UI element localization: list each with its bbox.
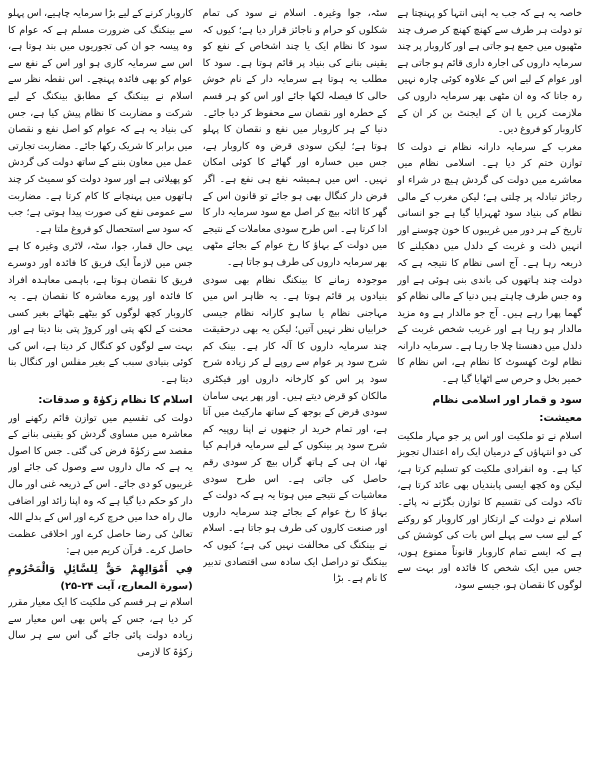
text-column xyxy=(8,6,193,756)
paragraph: مغرب کے سرمایہ دارانہ نظام نے دولت کا توازن ختم کر دیا ہے۔ اسلامی نظام میں معاشرے میں دولت کی گردش ہیچ در شراء او رجائز تبادلہ پر چلتی ہے؛ لیکن مغرب کے مالی نظام کی بنیاد سود ٹھہرایا گیا ہے جو انسانی تاریخ کے ہر دور میں غریبوں کا خون چوسنے اور انہیں ذلت و غربت کے دلدل میں دھکیلنے کا ذریعہ رہا ہے۔ آج اسی نظام کا نتیجہ ہے کہ دولت چند ہاتھوں کی باندی بنی ہوئی ہے اور وہ جس طرف چاہتے ہیں دنیا کے مالی نظام کو گھما پھرا رہے ہیں۔ آج جو مالدار ہے وہ مزید مالدار ہو رہا ہے اور غریب شخص غربت کے دلدل میں دھنستا چلا جا رہا ہے۔ سرمایہ دارانہ نظام لوٹ کھسوٹ کا نظام ہے، اس نظام کا خمیر بخل و حرص سے اٹھایا گیا ہے۔ xyxy=(397,141,582,386)
paragraph: سٹہ، جوا وغیرہ۔ اسلام نے سود کی تمام شکلوں کو حرام و ناجائز قرار دیا ہے؛ کیوں کہ سود کا نظام ایک یا چند اشخاص کے نفع کو یقینی بنانے کی بنیاد پر قائم ہوتا ہے۔ سود کا مطلب یہ ہوتا ہے سرمایہ دار کے نام خوش حالی کا فیصلہ لکھا جائے اور اس کو ہر قسم کے خطرہ اور نقصان سے محفوظ کر دیا جائے۔ دنیا کے ہر کاروبار میں نفع و نقصان کا پہلو ہوتا ہے؛ لیکن سودی قرض وہ کاروبار ہے، جس میں خسارہ اور گھاٹے کا کوئی امکان نہیں۔ اس میں ہمیشہ نفع ہی نفع ہے۔ اگر قرض دار کنگال بھی ہو جائے تو قانون اس کے گھر کا اثاثہ بیچ کر اصل مع سود سرمایہ دار کا ادا کرتا ہے۔ اس طرح سودی معاملات کے نتیجے میں دولت کے بہاؤ کا رخ عوام کے بجائے مٹھی بھر سرمایہ داروں کی طرف ہو جاتا ہے۔ xyxy=(202,8,388,268)
paragraph: دولت کی تقسیم میں توازن قائم رکھنے اور معاشرہ میں مساوی گردش کو یقینی بنانے کے مقصد سے زکوٰۃ فرض کی گئی۔ جس کا اصول یہ ہے کہ مال داروں سے وصول کی جائے اور غریبوں کو دی جائے۔ اس کے ذریعہ غنی اور مال دار کو حکم دیا گیا ہے کہ وہ اپنا زائد اور اضافی مال راہ خدا میں خرچ کرے اور اس کے بدلے اللہ تعالیٰ کی رضا حاصل کرے اور اخلاقی عظمت حاصل کرے۔ قرآن کریم میں ہے: xyxy=(7,412,193,557)
section-heading: سود و قمار اور اسلامی نظام معیشت: xyxy=(432,393,582,424)
paragraph: اسلام نے ہر قسم کی ملکیت کا ایک معیار مقرر کر دیا ہے، جس کے پاس بھی اس معیار سے زیادہ دولت پائی جائے گی اس سے ہر سال زکوٰۃ کا لازمی xyxy=(7,597,193,658)
paragraph: اسلام نے تو ملکیت اور اس پر جو مہار ملکیت کی دو انتہاؤں کے درمیان ایک راہ اعتدال تجویز کیا ہے۔ وہ انفرادی ملکیت کو تسلیم کرتا ہے، لیکن وہ کچھ ایسی پابندیاں بھی عائد کرتا ہے، تاکہ دولت کی تقسیم کا توازن بگڑنے نہ پائے۔ اسلام نے دولت کے ارتکاز اور کاروبار کو روکنے کے لیے سب سے پہلے اس بات کی کوشش کی ہے کہ ایسے تمام کاروبار قانوناً ممنوع ہوں، جس میں ایک شخص کا فائدہ اور بہت سے لوگوں کا نقصان ہو، جیسے سود، xyxy=(397,430,582,591)
paragraph: خاصہ یہ ہے کہ جب یہ اپنی انتہا کو پہنچتا ہے تو دولت ہر طرف سے کھنچ کھنچ کر صرف چند مٹھیوں میں جمع ہو جاتی ہے اور کاروبار پر چند سرمایہ داروں کی اجارہ داری قائم ہو جاتی ہے اور عوام کے لیے اس کے علاوہ کوئی چارہ نہیں رہ جاتا کہ وہ ان مٹھی بھر سرمایہ داروں کی ملازمت کریں یا ان کے ایجنٹ بن کر ان کے کاروبار کو فروغ دیں۔ xyxy=(397,8,582,136)
paragraph: موجودہ زمانے کا بینکنگ نظام بھی سودی بنیادوں پر قائم ہوتا ہے۔ یہ ظاہر اس میں مہاجنی نظام یا ساہو کارانہ نظام جیسی خرابیاں نظر نہیں آتیں؛ لیکن یہ بھی درحقیقت چند سرمایہ داروں کا آلہ کار ہے۔ بینک کم شرح سود پر عوام سے روپے لے کر زیادہ شرح سود پر اس کو کارخانہ داروں اور فیکٹری مالکان کو قرض دیتے ہیں۔ اور پھر یہی سامان سودی قرض کے بوجھ کے ساتھ مارکیٹ میں آتا ہے، اور تمام خرید ار جنھوں نے اپنا روپیہ کم شرح سود پر بینکوں کے لیے سرمایہ فراہم کیا تھا، ان ہی کے ہاتھ گراں بیچ کر سودی رقم حاصل کی جاتی ہے۔ اس طرح سودی معاشیات کے نتیجے میں ہوتا یہ ہے کہ دولت کے بہاؤ کا رخ عوام کے بجائے چند سرمایہ داروں اور صنعت کاروں کی طرف ہو جاتا ہے۔ اسلام نے بینکنگ کی مخالفت نہیں کی ہے؛ کیوں کہ بینکنگ تو دراصل ایک سادہ سی اقتصادی تدبیر کا نام ہے۔ بڑا xyxy=(202,274,388,585)
paragraph: یہی حال قمار، جوا، سٹہ، لاٹری وغیرہ کا ہے جس میں لازماً ایک فریق کا فائدہ اور دوسرے فریق کا نقصان ہوتا ہے، باہمی معاہدہ افراد کا فائدہ اور پورے معاشرہ کا نقصان ہے۔ یہ کاروبار کچھ لوگوں کو بیٹھے بٹھائے بغیر کسی محنت کے لکھ پتی اور کروڑ پتی بنا دیتا ہے اور بہت سے لوگوں کو کنگال کر دیتا ہے، اس کی کوئی بنیادی سبب کے بغیر مفلس اور کنگال بنا دیتا ہے۔ xyxy=(7,241,193,386)
section-heading: اسلام کا نظام زکوٰۃ و صدقات: xyxy=(38,393,193,406)
paragraph: کاروبار کرنے کے لیے بڑا سرمایہ چاہیے، اس پہلو سے بینکنگ کی ضرورت مسلم ہے کہ عوام کا وہ پیسہ جو ان کی تجوریوں میں بند ہوتا ہے، اس سے سرمایہ کاری ہو اور اس کے نفع سے عوام کو بھی فائدہ پہنچے۔ اس نقطہ نظر سے اسلام نے بینکنگ کے مطابق بینکنگ کے لیے شرکت و مضاربت کا نظام پیش کیا ہے، جس کی بنیاد یہ ہے کہ عوام کو اصل نفع و نقصان میں برابر کا شریک رکھا جائے۔ مضاربت تجارتی عمل میں معاون بننے کے ساتھ دولت کی گردش کو پھیلاتی ہے اور سود دولت کو سمیٹ کر چند ہاتھوں میں پہنچانے کا کام کرتا ہے۔ مضاربت سے عمومی نفع کی صورت پیدا ہوتی ہے؛ جب کہ سود سے استحصال کو فروغ ملتا ہے۔ xyxy=(7,8,193,235)
text-column xyxy=(397,6,582,756)
quran-verse: فِي أَمْوَالِهِمْ حَقٌّ لِلسَّائِلِ وَالْمَحْرُومِ (سورة المعارج، آیت ۲۴-۲۵) xyxy=(7,564,193,592)
text-column xyxy=(203,6,388,756)
